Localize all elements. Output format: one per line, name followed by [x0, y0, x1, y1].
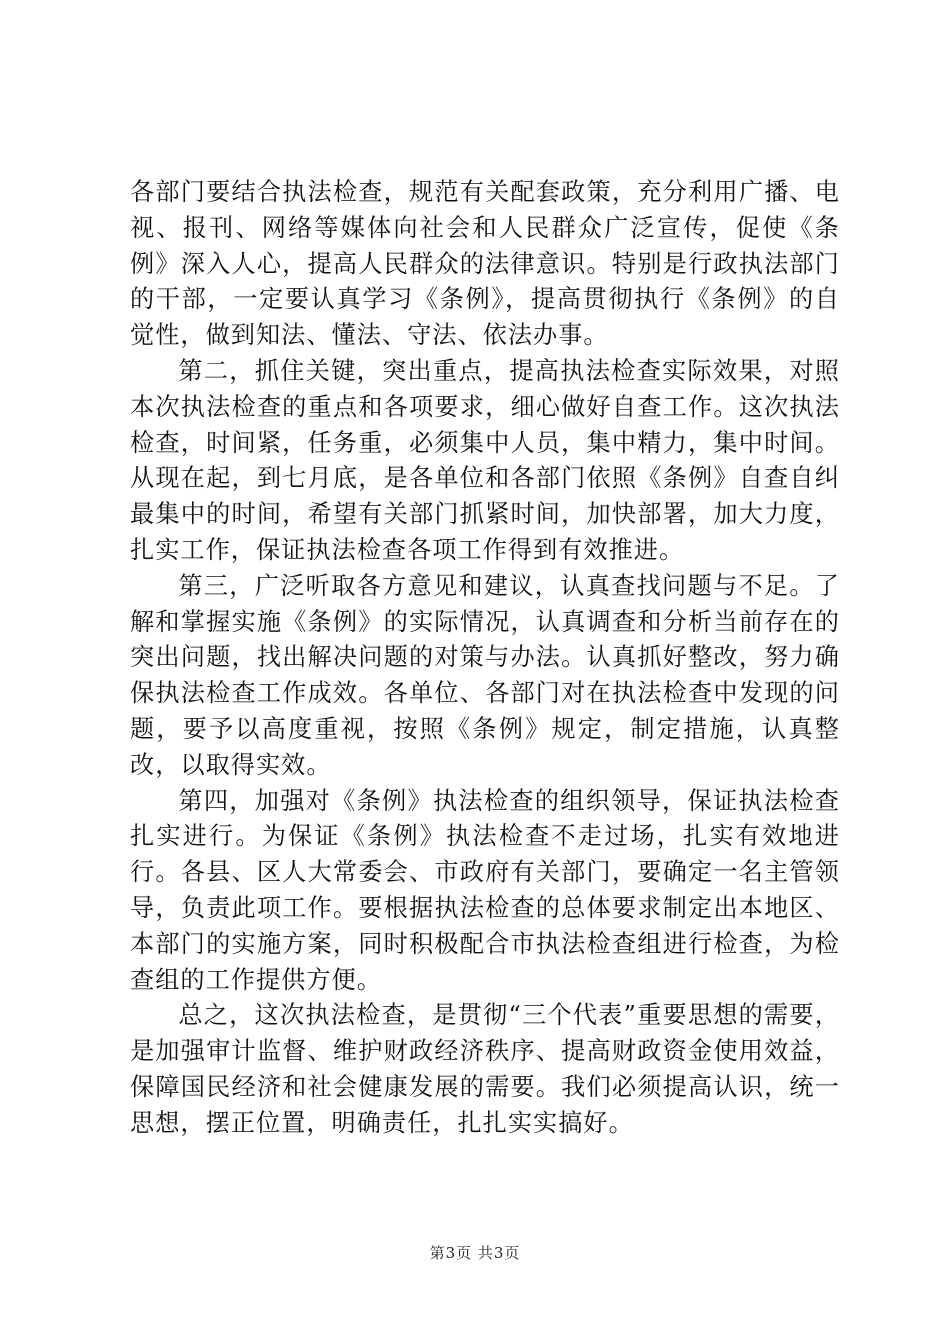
page-footer [0, 1243, 950, 1263]
paragraph-3: 第三，广泛听取各方意见和建议，认真查找问题与不足。了解和掌握实施《条例》的实际情况，认真调查和分析当前存在的突出问题，找出解决问题的对策与办法。认真抓好整改，努力确保执法检查工作成效。各单位、各部门对在执法检查中发现的问题，要予以高度重视，按照《条例》规定，制定措施，认真整改，以取得实效。 [130, 571, 840, 779]
paragraph-5: 总之，这次执法检查，是贯彻“三个代表”重要思想的需要，是加强审计监督、维护财政经济秩序、提高财政资金使用效益，保障国民经济和社会健康发展的需要。我们必须提高认识，统一思想，摆正位置，明确责任，扎扎实实搞好。 [130, 1001, 840, 1137]
paragraph-1: 各部门要结合执法检查，规范有关配套政策，充分利用广播、电视、报刊、网络等媒体向社会和人民群众广泛宣传，促使《条例》深入人心，提高人民群众的法律意识。特别是行政执法部门的干部，一定要认真学习《条例》，提高贯彻执行《条例》的自觉性，做到知法、懂法、守法、依法办事。 [130, 178, 840, 350]
document-body [130, 175, 840, 1142]
paragraph-4: 第四，加强对《条例》执法检查的组织领导，保证执法检查扎实进行。为保证《条例》执法检查不走过场，扎实有效地进行。各县、区人大常委会、市政府有关部门，要确定一名主管领导，负责此项工作。要根据执法检查的总体要求制定出本地区、本部门的实施方案，同时积极配合市执法检查组进行检查，为检查组的工作提供方便。 [130, 786, 840, 994]
page-number-label: 第3页 共3页 [429, 1244, 521, 1262]
paragraph-2: 第二，抓住关键，突出重点，提高执法检查实际效果，对照本次执法检查的重点和各项要求，细心做好自查工作。这次执法检查，时间紧，任务重，必须集中人员，集中精力，集中时间。从现在起，到七月底，是各单位和各部门依照《条例》自查自纠最集中的时间，希望有关部门抓紧时间，加快部署，加大力度，扎实工作，保证执法检查各项工作得到有效推进。 [130, 356, 840, 564]
